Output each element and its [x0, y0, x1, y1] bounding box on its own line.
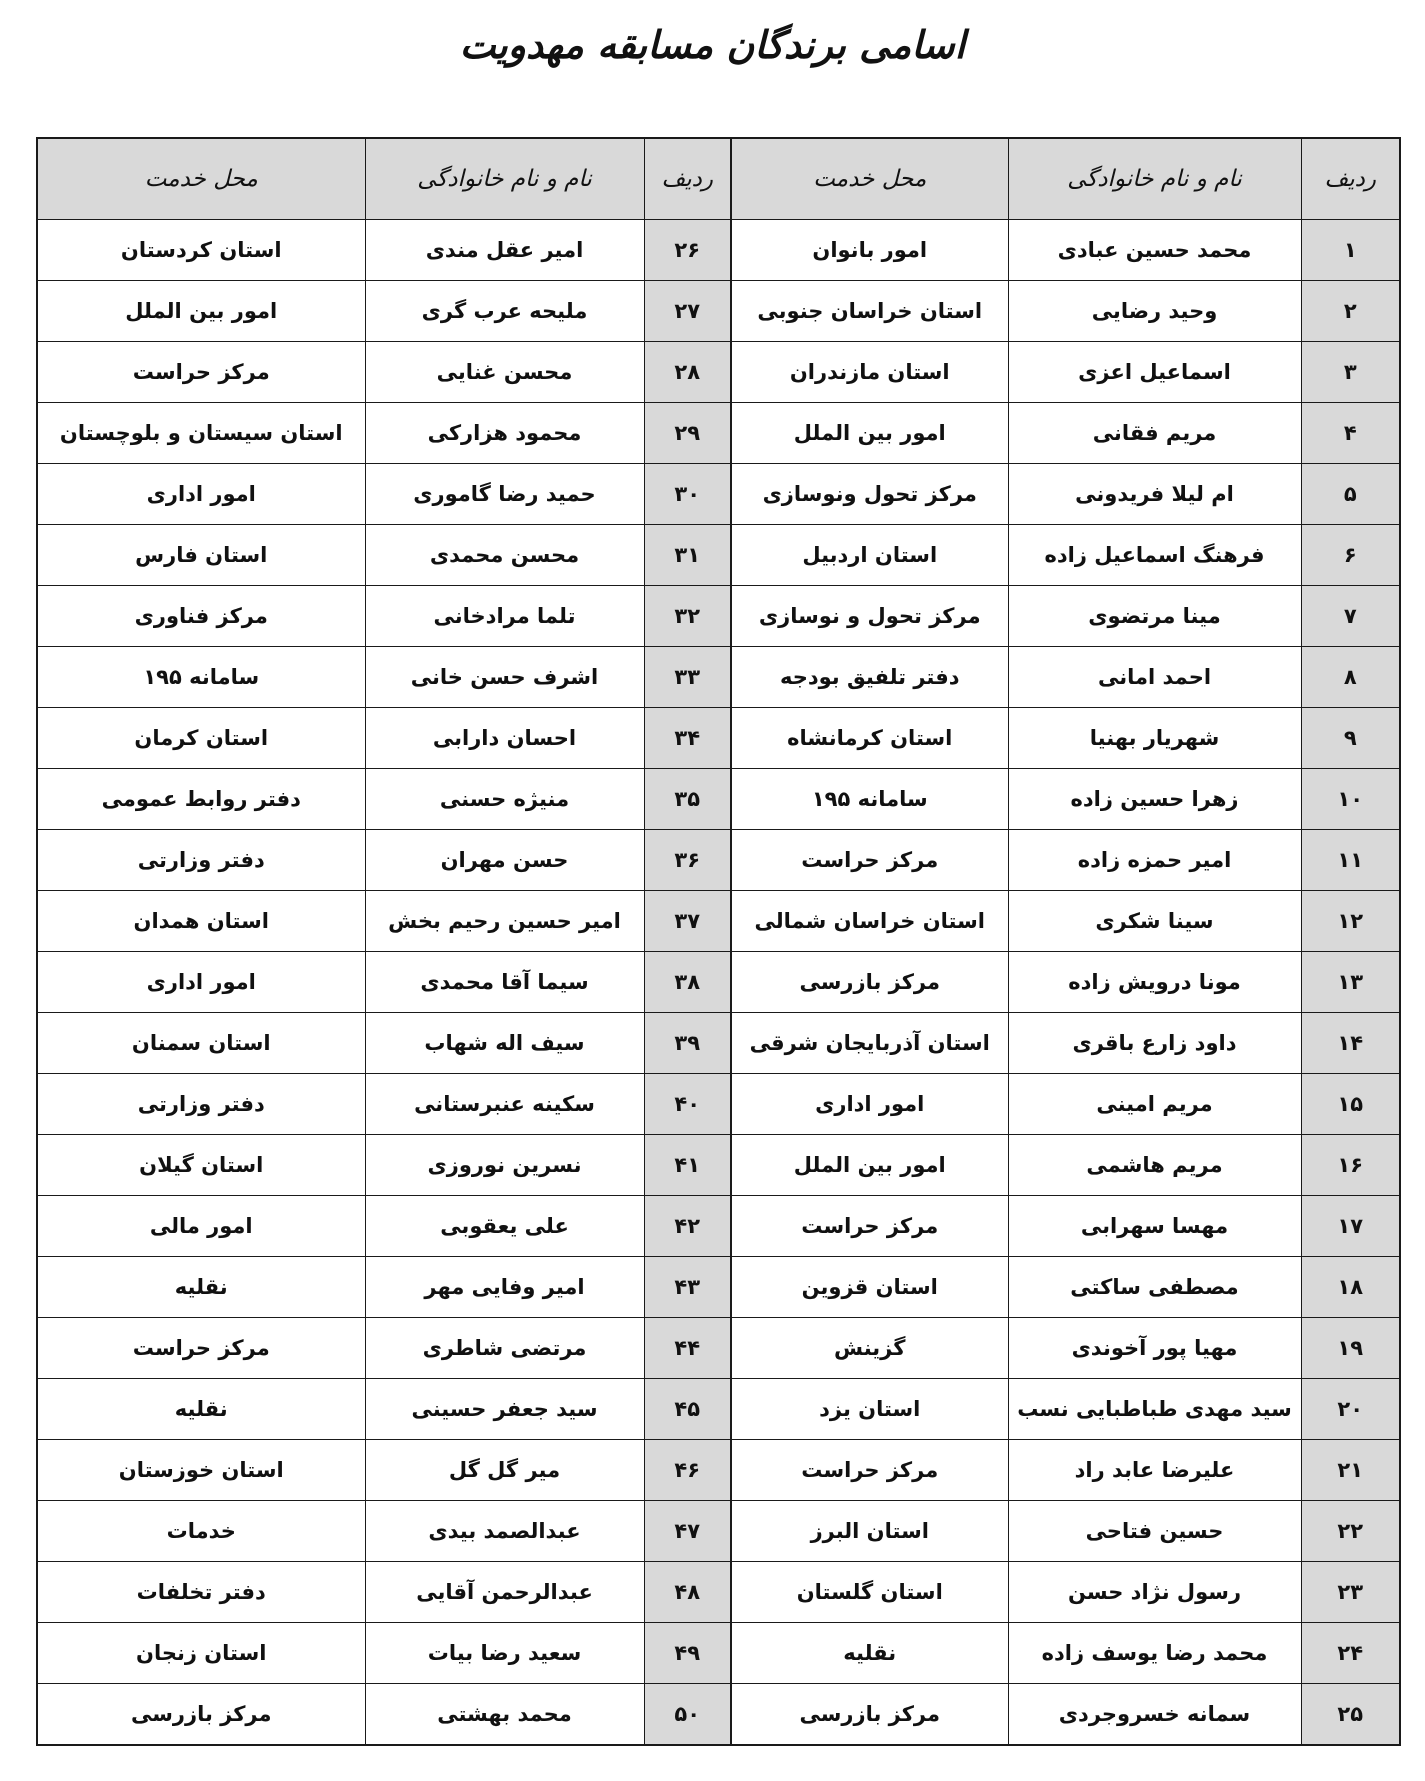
table-row [37, 342, 1400, 403]
row-number-cell: ۴۶ [644, 1440, 731, 1501]
name-cell: اسماعیل اعزی [1008, 342, 1301, 403]
table-row [37, 769, 1400, 830]
table-row [37, 464, 1400, 525]
table-row [37, 1318, 1400, 1379]
place-cell: مرکز تحول ونوسازی [731, 464, 1008, 525]
row-number-cell: ۶ [1301, 525, 1400, 586]
row-number-cell: ۱۶ [1301, 1135, 1400, 1196]
place-cell: استان گیلان [37, 1135, 365, 1196]
place-cell: نقلیه [731, 1623, 1008, 1684]
header-name-2: نام و نام خانوادگی [365, 138, 644, 220]
place-cell: استان خوزستان [37, 1440, 365, 1501]
place-cell: استان مازندران [731, 342, 1008, 403]
table-row [37, 830, 1400, 891]
row-number-cell: ۲۷ [644, 281, 731, 342]
name-cell: وحید رضایی [1008, 281, 1301, 342]
place-cell: استان همدان [37, 891, 365, 952]
name-cell: امیر عقل مندی [365, 220, 644, 281]
place-cell: نقلیه [37, 1379, 365, 1440]
row-number-cell: ۳۸ [644, 952, 731, 1013]
place-cell: مرکز حراست [37, 342, 365, 403]
name-cell: زهرا حسین زاده [1008, 769, 1301, 830]
table-row [37, 952, 1400, 1013]
table-row [37, 1257, 1400, 1318]
table-row [37, 1196, 1400, 1257]
name-cell: احسان دارابی [365, 708, 644, 769]
table-row [37, 586, 1400, 647]
place-cell: نقلیه [37, 1257, 365, 1318]
row-number-cell: ۳۹ [644, 1013, 731, 1074]
place-cell: مرکز بازرسی [731, 952, 1008, 1013]
row-number-cell: ۳۱ [644, 525, 731, 586]
place-cell: امور بین الملل [731, 403, 1008, 464]
row-number-cell: ۱۱ [1301, 830, 1400, 891]
row-number-cell: ۱۵ [1301, 1074, 1400, 1135]
row-number-cell: ۱۷ [1301, 1196, 1400, 1257]
row-number-cell: ۲۹ [644, 403, 731, 464]
place-cell: استان سمنان [37, 1013, 365, 1074]
place-cell: خدمات [37, 1501, 365, 1562]
name-cell: سید جعفر حسینی [365, 1379, 644, 1440]
place-cell: استان کرمان [37, 708, 365, 769]
name-cell: مهیا پور آخوندی [1008, 1318, 1301, 1379]
row-number-cell: ۴ [1301, 403, 1400, 464]
name-cell: محمود هزارکی [365, 403, 644, 464]
table-row [37, 891, 1400, 952]
name-cell: محمد رضا یوسف زاده [1008, 1623, 1301, 1684]
name-cell: امیر وفایی مهر [365, 1257, 644, 1318]
place-cell: مرکز فناوری [37, 586, 365, 647]
row-number-cell: ۲۴ [1301, 1623, 1400, 1684]
winners-table [36, 137, 1401, 1746]
table-row [37, 1684, 1400, 1746]
place-cell: امور بین الملل [37, 281, 365, 342]
row-number-cell: ۳۵ [644, 769, 731, 830]
name-cell: محسن محمدی [365, 525, 644, 586]
place-cell: امور بانوان [731, 220, 1008, 281]
row-number-cell: ۱۲ [1301, 891, 1400, 952]
place-cell: مرکز بازرسی [37, 1684, 365, 1746]
name-cell: رسول نژاد حسن [1008, 1562, 1301, 1623]
header-row-number-1: ردیف [1301, 138, 1400, 220]
place-cell: استان خراسان شمالی [731, 891, 1008, 952]
row-number-cell: ۱۰ [1301, 769, 1400, 830]
row-number-cell: ۱۸ [1301, 1257, 1400, 1318]
name-cell: سید مهدی طباطبایی نسب [1008, 1379, 1301, 1440]
name-cell: شهریار بهنیا [1008, 708, 1301, 769]
name-cell: حمید رضا گاموری [365, 464, 644, 525]
place-cell: استان البرز [731, 1501, 1008, 1562]
name-cell: سکینه عنبرستانی [365, 1074, 644, 1135]
name-cell: امیر حمزه زاده [1008, 830, 1301, 891]
row-number-cell: ۴۸ [644, 1562, 731, 1623]
table-header-row [37, 138, 1400, 220]
table-row [37, 1501, 1400, 1562]
header-name-1: نام و نام خانوادگی [1008, 138, 1301, 220]
name-cell: احمد امانی [1008, 647, 1301, 708]
row-number-cell: ۵۰ [644, 1684, 731, 1746]
row-number-cell: ۷ [1301, 586, 1400, 647]
name-cell: عبدالرحمن آقایی [365, 1562, 644, 1623]
header-place-1: محل خدمت [731, 138, 1008, 220]
place-cell: مرکز حراست [37, 1318, 365, 1379]
table-row [37, 1013, 1400, 1074]
table-row [37, 708, 1400, 769]
row-number-cell: ۱۹ [1301, 1318, 1400, 1379]
place-cell: استان آذربایجان شرقی [731, 1013, 1008, 1074]
name-cell: مصطفی ساکتی [1008, 1257, 1301, 1318]
header-place-2: محل خدمت [37, 138, 365, 220]
place-cell: استان اردبیل [731, 525, 1008, 586]
row-number-cell: ۴۲ [644, 1196, 731, 1257]
place-cell: استان یزد [731, 1379, 1008, 1440]
name-cell: حسن مهران [365, 830, 644, 891]
row-number-cell: ۲۱ [1301, 1440, 1400, 1501]
name-cell: ملیحه عرب گری [365, 281, 644, 342]
place-cell: امور بین الملل [731, 1135, 1008, 1196]
table-row [37, 1440, 1400, 1501]
table-row [37, 1562, 1400, 1623]
name-cell: سیما آقا محمدی [365, 952, 644, 1013]
row-number-cell: ۱۴ [1301, 1013, 1400, 1074]
name-cell: سیف اله شهاب [365, 1013, 644, 1074]
place-cell: امور اداری [731, 1074, 1008, 1135]
name-cell: عبدالصمد بیدی [365, 1501, 644, 1562]
name-cell: مرتضی شاطری [365, 1318, 644, 1379]
place-cell: دفتر تلفیق بودجه [731, 647, 1008, 708]
table-row [37, 281, 1400, 342]
name-cell: امیر حسین رحیم بخش [365, 891, 644, 952]
row-number-cell: ۴۵ [644, 1379, 731, 1440]
place-cell: دفتر تخلفات [37, 1562, 365, 1623]
name-cell: تلما مرادخانی [365, 586, 644, 647]
place-cell: مرکز تحول و نوسازی [731, 586, 1008, 647]
name-cell: سمانه خسروجردی [1008, 1684, 1301, 1746]
name-cell: نسرین نوروزی [365, 1135, 644, 1196]
name-cell: سعید رضا بیات [365, 1623, 644, 1684]
name-cell: منیژه حسنی [365, 769, 644, 830]
row-number-cell: ۱۳ [1301, 952, 1400, 1013]
name-cell: ام لیلا فریدونی [1008, 464, 1301, 525]
name-cell: محمد بهشتی [365, 1684, 644, 1746]
row-number-cell: ۳۳ [644, 647, 731, 708]
row-number-cell: ۴۴ [644, 1318, 731, 1379]
place-cell: استان خراسان جنوبی [731, 281, 1008, 342]
row-number-cell: ۴۹ [644, 1623, 731, 1684]
row-number-cell: ۴۷ [644, 1501, 731, 1562]
row-number-cell: ۲ [1301, 281, 1400, 342]
place-cell: استان سیستان و بلوچستان [37, 403, 365, 464]
name-cell: اشرف حسن خانی [365, 647, 644, 708]
row-number-cell: ۲۳ [1301, 1562, 1400, 1623]
row-number-cell: ۳۰ [644, 464, 731, 525]
row-number-cell: ۳ [1301, 342, 1400, 403]
row-number-cell: ۴۰ [644, 1074, 731, 1135]
table-row [37, 647, 1400, 708]
table-row [37, 403, 1400, 464]
page-title: اسامی برندگان مسابقه مهدویت [459, 22, 966, 67]
table-row [37, 1379, 1400, 1440]
row-number-cell: ۴۳ [644, 1257, 731, 1318]
place-cell: مرکز حراست [731, 1196, 1008, 1257]
place-cell: گزینش [731, 1318, 1008, 1379]
row-number-cell: ۳۴ [644, 708, 731, 769]
place-cell: استان گلستان [731, 1562, 1008, 1623]
name-cell: حسین فتاحی [1008, 1501, 1301, 1562]
name-cell: مونا درویش زاده [1008, 952, 1301, 1013]
row-number-cell: ۲۵ [1301, 1684, 1400, 1746]
place-cell: استان قزوین [731, 1257, 1008, 1318]
name-cell: علیرضا عابد راد [1008, 1440, 1301, 1501]
place-cell: امور اداری [37, 464, 365, 525]
table-row [37, 1074, 1400, 1135]
row-number-cell: ۸ [1301, 647, 1400, 708]
table-row [37, 525, 1400, 586]
row-number-cell: ۴۱ [644, 1135, 731, 1196]
name-cell: علی یعقوبی [365, 1196, 644, 1257]
place-cell: سامانه ۱۹۵ [731, 769, 1008, 830]
row-number-cell: ۳۷ [644, 891, 731, 952]
place-cell: مرکز بازرسی [731, 1684, 1008, 1746]
name-cell: مریم هاشمی [1008, 1135, 1301, 1196]
row-number-cell: ۳۶ [644, 830, 731, 891]
row-number-cell: ۲۰ [1301, 1379, 1400, 1440]
name-cell: مریم امینی [1008, 1074, 1301, 1135]
place-cell: استان کردستان [37, 220, 365, 281]
header-row-number-2: ردیف [644, 138, 731, 220]
row-number-cell: ۹ [1301, 708, 1400, 769]
name-cell: مهسا سهرابی [1008, 1196, 1301, 1257]
table-row [37, 220, 1400, 281]
place-cell: مرکز حراست [731, 1440, 1008, 1501]
table-row [37, 1135, 1400, 1196]
place-cell: امور اداری [37, 952, 365, 1013]
place-cell: دفتر روابط عمومی [37, 769, 365, 830]
row-number-cell: ۲۸ [644, 342, 731, 403]
place-cell: دفتر وزارتی [37, 1074, 365, 1135]
name-cell: مینا مرتضوی [1008, 586, 1301, 647]
place-cell: استان زنجان [37, 1623, 365, 1684]
place-cell: دفتر وزارتی [37, 830, 365, 891]
place-cell: مرکز حراست [731, 830, 1008, 891]
name-cell: محسن غنایی [365, 342, 644, 403]
name-cell: مریم فقانی [1008, 403, 1301, 464]
table-row [37, 1623, 1400, 1684]
place-cell: امور مالی [37, 1196, 365, 1257]
row-number-cell: ۲۶ [644, 220, 731, 281]
row-number-cell: ۵ [1301, 464, 1400, 525]
name-cell: سینا شکری [1008, 891, 1301, 952]
name-cell: میر گل گل [365, 1440, 644, 1501]
name-cell: داود زارع باقری [1008, 1013, 1301, 1074]
row-number-cell: ۳۲ [644, 586, 731, 647]
place-cell: استان فارس [37, 525, 365, 586]
place-cell: استان کرمانشاه [731, 708, 1008, 769]
place-cell: سامانه ۱۹۵ [37, 647, 365, 708]
table-body [37, 220, 1400, 1746]
row-number-cell: ۱ [1301, 220, 1400, 281]
name-cell: فرهنگ اسماعیل زاده [1008, 525, 1301, 586]
row-number-cell: ۲۲ [1301, 1501, 1400, 1562]
name-cell: محمد حسین عبادی [1008, 220, 1301, 281]
